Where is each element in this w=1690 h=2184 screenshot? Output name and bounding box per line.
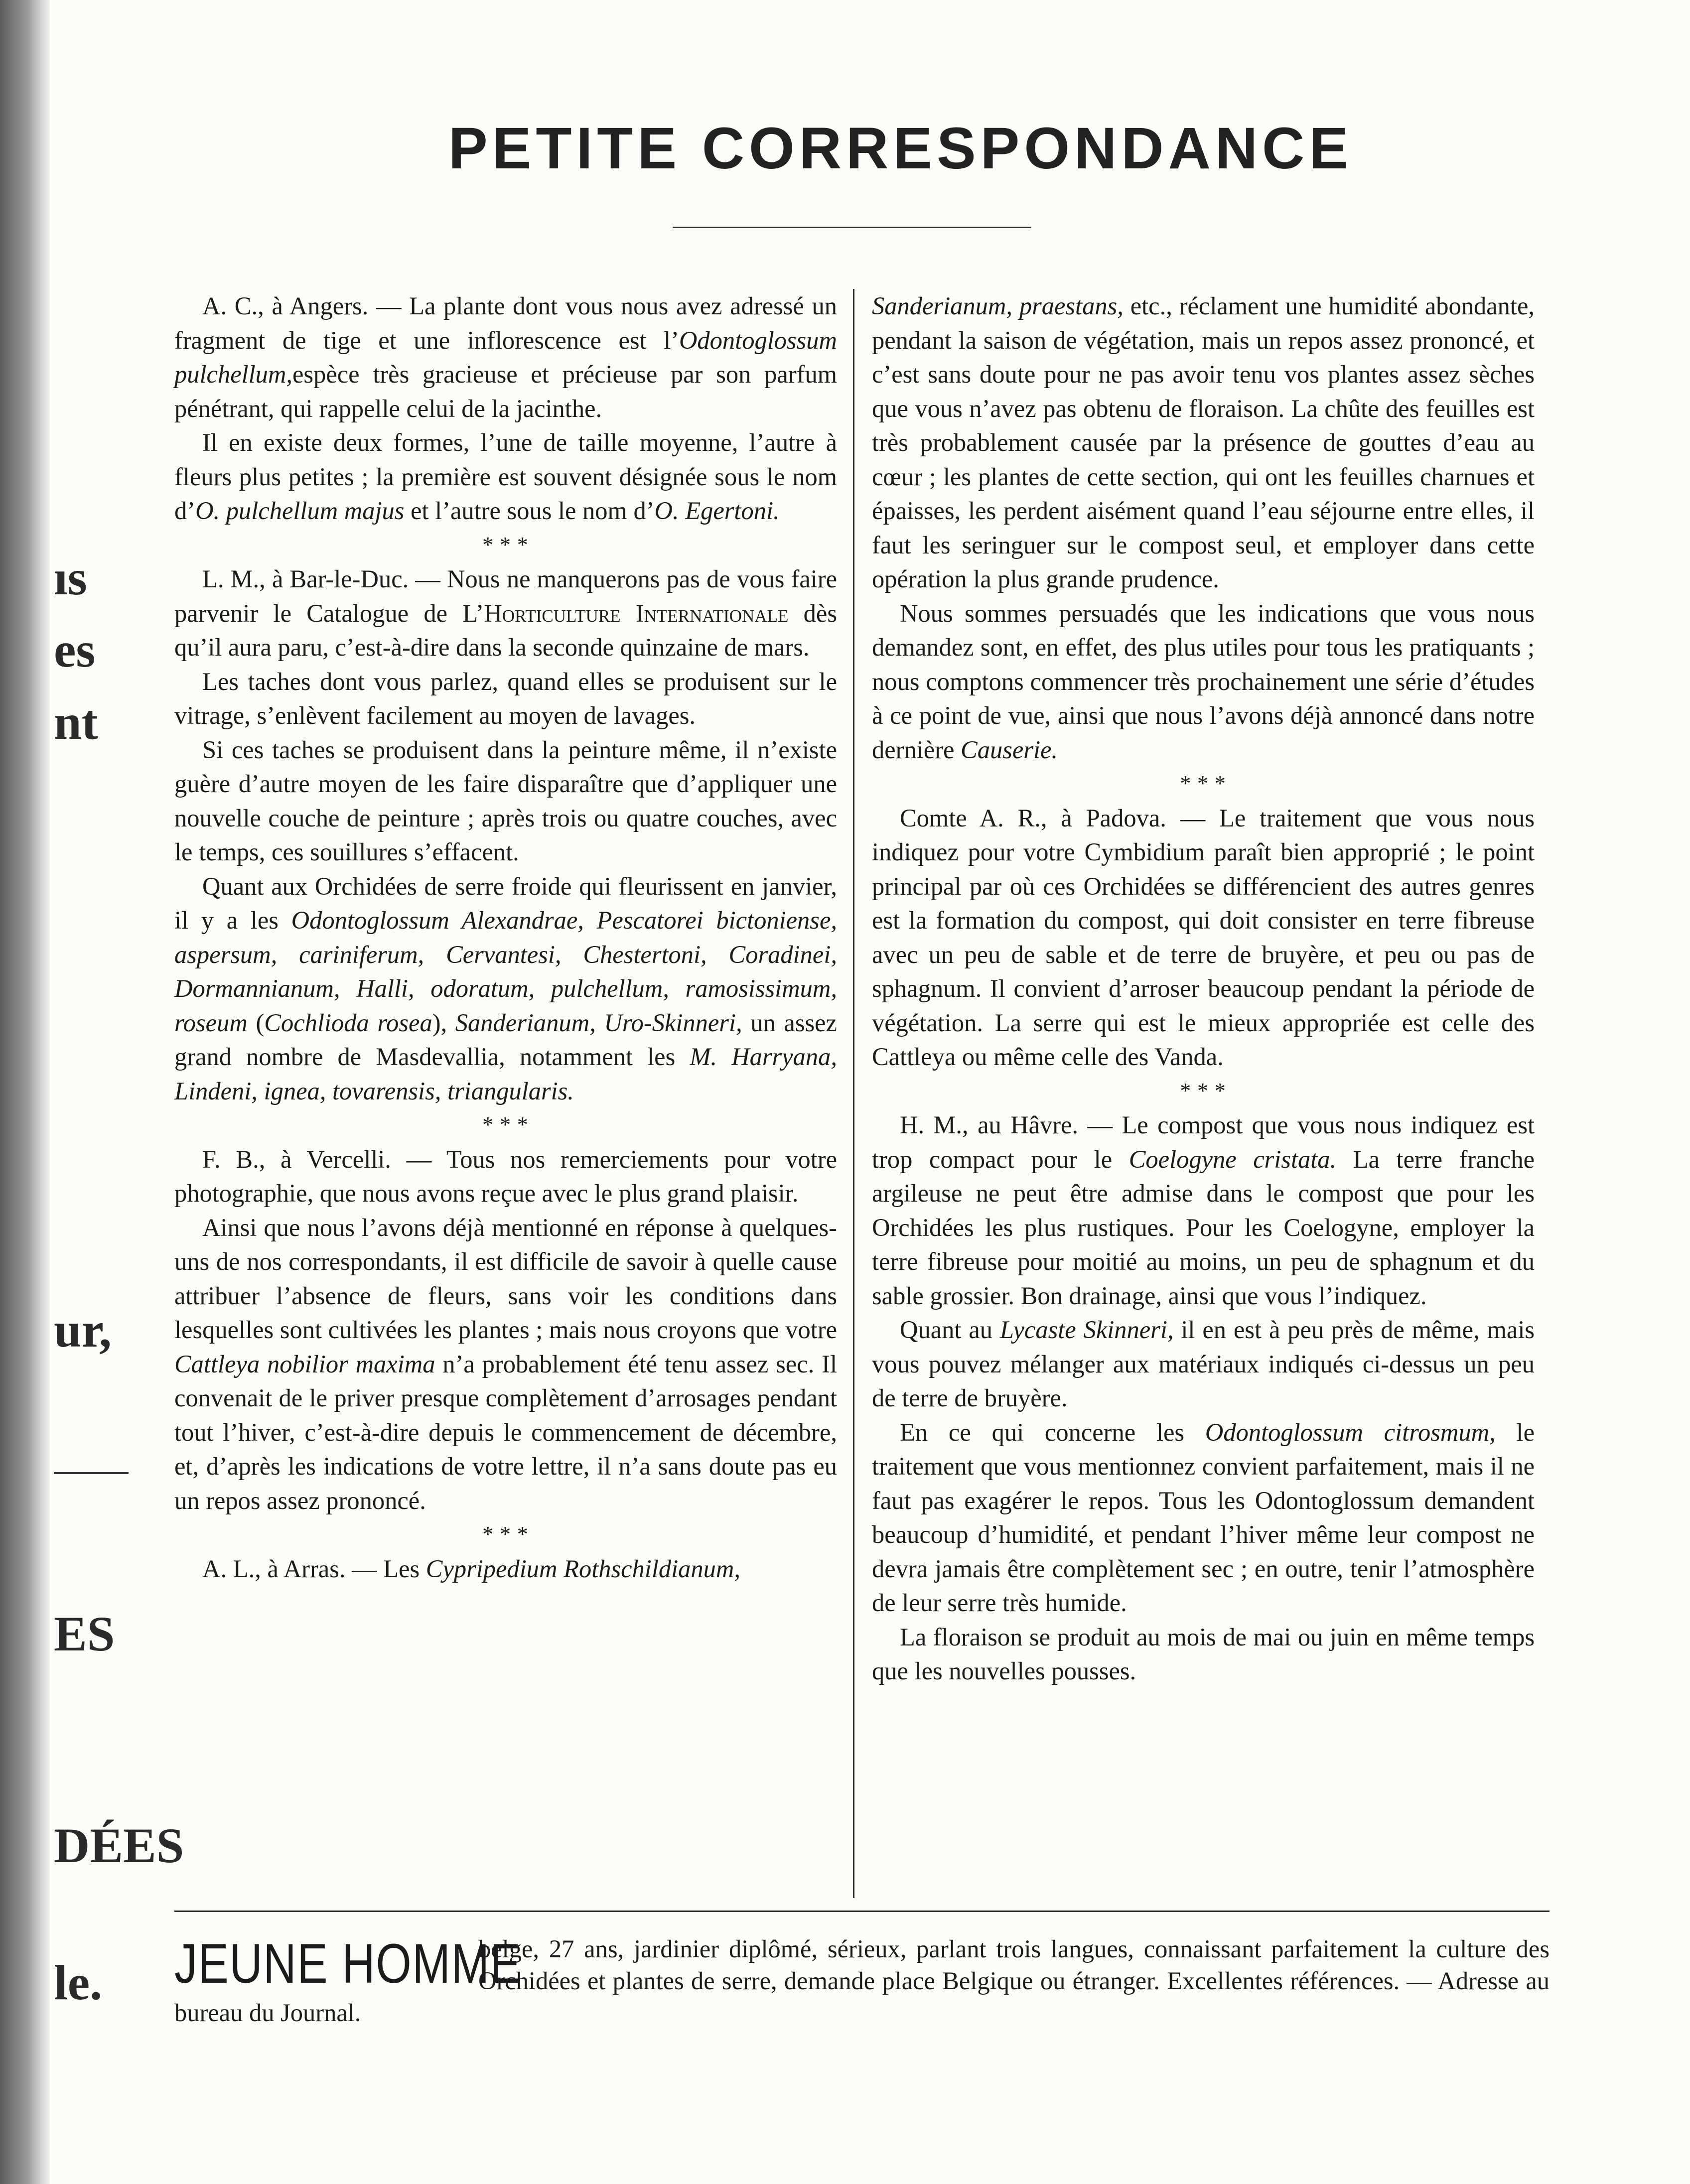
paragraph: H. M., au Hâvre. — Le compost que vous nous indiquez est trop compact pour le Coelogyne cristata. La terre franche argileuse ne peut être admise dans le compost que pour les Orchidées les plus rustiques. Pour les Coelogyne, employer la terre fibreuse pour moitié au moins, un peu de sphagnum et du sable grossier. Bon drainage, ainsi que vous l’indiquez. xyxy=(872,1111,1535,1310)
bleed-fragment: le. xyxy=(54,1955,103,2010)
scan-margin xyxy=(0,0,50,2184)
paragraph: Les taches dont vous parlez, quand elles se produisent sur le vitrage, s’enlèvent facilement au moyen de lavages. xyxy=(174,667,837,729)
bleed-fragment: ES xyxy=(54,1606,115,1661)
right-column xyxy=(872,289,1535,1688)
paragraph: En ce qui concerne les Odontoglossum citrosmum, le traitement que vous mentionnez convient parfaitement, mais il ne faut pas exagérer le repos. Tous les Odontoglossum demandent beaucoup d’humidité, et pendant l’hiver même leur compost ne devra jamais être complètement sec ; en outre, tenir l’atmosphère de leur serre très humide. xyxy=(872,1418,1535,1617)
bleed-rule xyxy=(54,1472,129,1474)
facing-page-bleed xyxy=(54,0,184,2184)
paragraph: Ainsi que nous l’avons déjà mentionné en réponse à quelques-uns de nos correspondants, il est difficile de savoir à quelle cause attribuer l’absence de fleurs, sans voir les conditions dans lesquelles sont cultivées les plantes ; mais nous croyons que votre Cattleya nobilior maxima n’a probablement été tenu assez sec. Il convenait de le priver presque complètement d’arrosages pendant tout l’hiver, c’est-à-dire depuis le commencement de décembre, et, d’après les indications de votre lettre, il n’a sans doute pas eu un repos assez prononcé. xyxy=(174,1213,837,1514)
title-rule xyxy=(673,227,1031,228)
bleed-fragment: ur, xyxy=(54,1302,112,1358)
paragraph: Il en existe deux formes, l’une de taille moyenne, l’autre à fleurs plus petites ; la première est souvent désignée sous le nom d’O. pulchellum majus et l’autre sous le nom d’O. Egertoni. xyxy=(174,428,837,525)
paragraph: F. B., à Vercelli. — Tous nos remerciements pour votre photographie, que nous avons reçue avec le plus grand plaisir. xyxy=(174,1145,837,1207)
bleed-fragment: es xyxy=(54,622,96,678)
bleed-fragment: ıs xyxy=(54,550,87,605)
paragraph: Nous sommes persuadés que les indications que vous nous demandez sont, en effet, des plus utiles pour tous les pratiquants ; nous comptons commencer très prochainement une série d’études à ce point de vue, ainsi que nous l’avons déjà annoncé dans notre dernière Causerie. xyxy=(872,599,1535,764)
section-separator: * * * xyxy=(1180,771,1227,796)
section-separator: * * * xyxy=(1180,1078,1227,1103)
bleed-fragment: nt xyxy=(54,694,98,750)
column-divider xyxy=(853,289,854,1898)
page-title: PETITE CORRESPONDANCE xyxy=(448,116,1353,181)
ad-text: belge, 27 ans, jardinier diplômé, sérieux, parlant trois langues, connaissant parfaitement la culture des Orchidées et plantes de serre, demande place Belgique ou étranger. Excellentes références. — Adresse au bureau du Journal. xyxy=(174,1935,1549,2027)
paragraph: A. L., à Arras. — Les Cypripedium Rothschildianum, xyxy=(202,1554,740,1583)
left-column xyxy=(174,289,837,1586)
paragraph: Quant au Lycaste Skinneri, il en est à peu près de même, mais vous pouvez mélanger aux matériaux indiqués ci-dessus un peu de terre de bruyère. xyxy=(872,1316,1535,1412)
paragraph: Si ces taches se produisent dans la peinture même, il n’existe guère d’autre moyen de les faire disparaître que d’appliquer une nouvelle couche de peinture ; après trois ou quatre couches, avec le temps, ces souillures s’effacent. xyxy=(174,735,837,866)
paragraph: Sanderianum, praestans, etc., réclament une humidité abondante, pendant la saison de végétation, mais un repos assez prononcé, et c’est sans doute pour ne pas avoir tenu vos plantes assez sèches que vous n’avez pas obtenu de floraison. La chûte des feuilles est très probablement causée par la présence de gouttes d’eau au cœur ; les plantes de cette section, qui ont les feuilles charnues et épaisses, les perdent aisément quand l’eau séjourne entre elles, il faut les seringuer sur le compost seul, et employer dans cette opération la plus grande prudence. xyxy=(872,292,1535,593)
paragraph: A. C., à Angers. — La plante dont vous nous avez adressé un fragment de tige et une inflorescence est l’Odontoglossum pulchellum,espèce très gracieuse et précieuse par son parfum pénétrant, qui rappelle celui de la jacinthe. xyxy=(174,292,837,422)
paragraph: Comte A. R., à Padova. — Le traitement que vous nous indiquez pour votre Cymbidium paraît bien approprié ; le point principal par où ces Orchidées se différencient des autres genres est la formation du compost, qui doit consister en terre fibreuse avec un peu de sable et de terre de bruyère, et peu ou pas de sphagnum. Il convient d’arroser beaucoup pendant la période de végétation. La serre qui est le mieux appropriée est celle des Cattleya ou même celle des Vanda. xyxy=(872,804,1535,1071)
ad-heading: JEUNE HOMME xyxy=(174,1932,522,1995)
section-separator: * * * xyxy=(482,1112,529,1137)
paragraph: Quant aux Orchidées de serre froide qui fleurissent en janvier, il y a les Odontoglossum Alexandrae, Pescatorei bictoniense, aspersum, cariniferum, Cervantesi, Chestertoni, Coradinei, Dormannianum, Halli, odoratum, pulchellum, ramosissimum, roseum (Cochlioda rosea), Sanderianum, Uro-Skinneri, un assez grand nombre de Masdevallia, notamment les M. Harryana, Lindeni, ignea, tovarensis, triangularis. xyxy=(174,872,837,1105)
paragraph: L. M., à Bar-le-Duc. — Nous ne manquerons pas de vous faire parvenir le Catalogue de L’Horticulture Internationale dès qu’il aura paru, c’est-à-dire dans la seconde quinzaine de mars. xyxy=(174,565,838,661)
section-separator: * * * xyxy=(482,532,529,557)
classified-ad xyxy=(174,1933,1549,2029)
bottom-rule xyxy=(174,1911,1549,1912)
bleed-fragment: DÉES xyxy=(54,1818,184,1873)
section-separator: * * * xyxy=(482,1522,529,1546)
paragraph: La floraison se produit au mois de mai ou juin en même temps que les nouvelles pousses. xyxy=(872,1623,1535,1685)
